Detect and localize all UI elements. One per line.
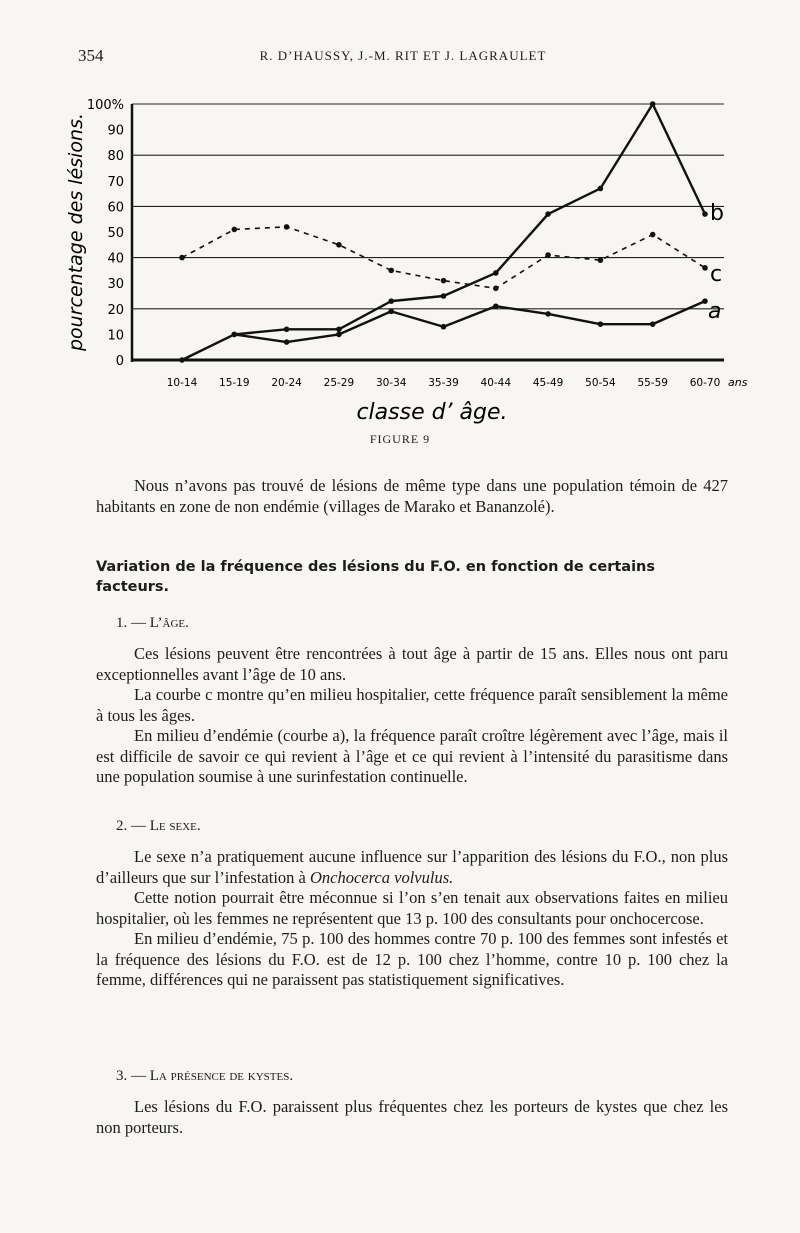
- subheading-sex: 2. — Le sexe.: [116, 818, 201, 834]
- point-b: [650, 101, 656, 107]
- point-c: [441, 278, 447, 284]
- curve-label-a: a: [708, 299, 722, 324]
- section-heading: [96, 557, 736, 597]
- point-b: [702, 211, 708, 217]
- series-layer: [179, 101, 708, 363]
- y-tick-label: 70: [107, 174, 124, 190]
- x-tick-label: 30-34: [375, 377, 407, 389]
- running-title: R. D’HAUSSY, J.-M. RIT ET J. LAGRAULET: [259, 48, 547, 63]
- subheading-kystes: 3. — La présence de kystes.: [116, 1068, 294, 1084]
- page-header: [78, 46, 728, 70]
- point-c: [388, 268, 394, 274]
- point-b: [284, 326, 290, 332]
- x-tick-label: 15-19: [219, 377, 250, 389]
- curve-label-c: c: [710, 262, 723, 287]
- point-b: [336, 326, 342, 332]
- point-b: [545, 211, 551, 217]
- subheading-age: 1. — L’âge.: [116, 615, 189, 631]
- point-c: [545, 252, 551, 258]
- paragraph: Ces lésions peuvent être rencontrées à tout âge à partir de 15 ans. Elles nous ont paru exceptionnelles avant l’âge de 10 ans.: [96, 644, 728, 684]
- point-a: [441, 324, 447, 330]
- series-line-b: [182, 104, 705, 360]
- x-tick-label: 50-54: [585, 377, 616, 389]
- paragraph: Nous n’avons pas trouvé de lésions de même type dans une population témoin de 427 habitants en zone de non endémie (villages de Marako et Bananzolé).: [96, 476, 728, 516]
- point-a: [493, 303, 499, 309]
- point-c: [284, 224, 290, 230]
- intro-paragraph-block: [96, 476, 728, 517]
- y-tick-label: 10: [107, 328, 124, 344]
- x-tick-label: 60-70: [689, 377, 721, 389]
- x-tick-label: 25-29: [323, 377, 355, 389]
- x-tick-label: 45-49: [532, 377, 564, 389]
- y-tick-label: 100%: [86, 98, 124, 113]
- point-b: [441, 293, 447, 299]
- section-heading-line-1: Variation de la fréquence des lésions du F.O. en fonction de certains: [96, 559, 656, 575]
- x-axis-title: classe d’ âge.: [356, 400, 508, 425]
- x-unit-label: ans: [728, 376, 748, 389]
- point-c: [179, 255, 185, 261]
- curve-label-b: b: [710, 201, 724, 226]
- paragraph: La courbe c montre qu’en milieu hospitalier, cette fréquence paraît sensiblement la même à tous les âges.: [96, 685, 728, 725]
- y-tick-label: 30: [107, 277, 124, 293]
- x-tick-label: 55-59: [637, 377, 668, 389]
- point-c: [336, 242, 342, 248]
- y-tick-label: 50: [107, 226, 124, 241]
- x-tick-labels: [167, 377, 721, 389]
- kystes-paragraph-block: [96, 1097, 728, 1138]
- y-tick-label: 20: [107, 302, 124, 318]
- paragraph-text: Le sexe n’a pratiquement aucune influence sur l’apparition des lésions du F.O., non plus d’ailleurs que sur l’infestation à: [96, 847, 728, 887]
- point-a: [598, 321, 604, 327]
- x-tick-label: 40-44: [480, 377, 512, 389]
- point-b: [598, 186, 604, 192]
- species-name: Onchocerca volvulus.: [309, 867, 454, 887]
- paragraph: Les lésions du F.O. paraissent plus fréquentes chez les porteurs de kystes que chez les non porteurs.: [96, 1097, 728, 1137]
- y-tick-label: 40: [107, 251, 124, 267]
- point-b: [179, 357, 185, 363]
- y-axis-title: pourcentage des lésions.: [65, 112, 87, 352]
- paragraph: Cette notion pourrait être méconnue si l’on s’en tenait aux observations faites en milieu hospitalier, où les femmes ne représentent que 13 p. 100 des consultants pour onchocercose.: [96, 888, 728, 928]
- age-paragraph-block: [96, 644, 728, 788]
- series-line-a: [234, 301, 705, 342]
- x-tick-label: 35-39: [428, 377, 459, 389]
- y-tick-label: 0: [115, 354, 124, 369]
- point-b: [493, 270, 499, 276]
- x-tick-label: 20-24: [271, 377, 302, 389]
- point-c: [598, 257, 604, 263]
- y-tick-labels: [87, 98, 124, 369]
- point-a: [336, 332, 342, 338]
- point-a: [650, 321, 656, 327]
- y-tick-label: 90: [107, 123, 124, 139]
- point-c: [702, 265, 708, 271]
- point-b: [388, 298, 394, 304]
- point-a: [284, 339, 290, 345]
- x-tick-label: 10-14: [166, 377, 198, 389]
- point-a: [702, 298, 708, 304]
- point-a: [232, 332, 238, 338]
- section-heading-line-2: facteurs.: [96, 579, 170, 595]
- y-tick-label: 60: [107, 200, 124, 216]
- figure-9-chart: [60, 82, 780, 432]
- paragraph: En milieu d’endémie, 75 p. 100 des hommes contre 70 p. 100 des femmes sont infestés et la fréquence des lésions du F.O. est de 12 p. 100 chez l’homme, contre 10 p. 100 chez la femme, différences qui ne paraissent pas statistiquement significatives.: [96, 929, 728, 989]
- figure-caption: FIGURE 9: [369, 432, 431, 446]
- page-number: 354: [78, 46, 104, 65]
- point-a: [545, 311, 551, 317]
- paragraph: En milieu d’endémie (courbe a), la fréquence paraît croître légèrement avec l’âge, mais il est difficile de savoir ce qui revient à l’âge et ce qui revient à l’intensité du parasitisme dans une population soumise à une surinfestation continuelle.: [96, 726, 728, 786]
- point-a: [388, 309, 394, 315]
- point-c: [493, 286, 499, 292]
- paragraph: [96, 847, 728, 888]
- point-c: [232, 227, 238, 233]
- y-tick-label: 80: [107, 149, 124, 165]
- point-c: [650, 232, 656, 238]
- sex-paragraph-block: [96, 847, 728, 991]
